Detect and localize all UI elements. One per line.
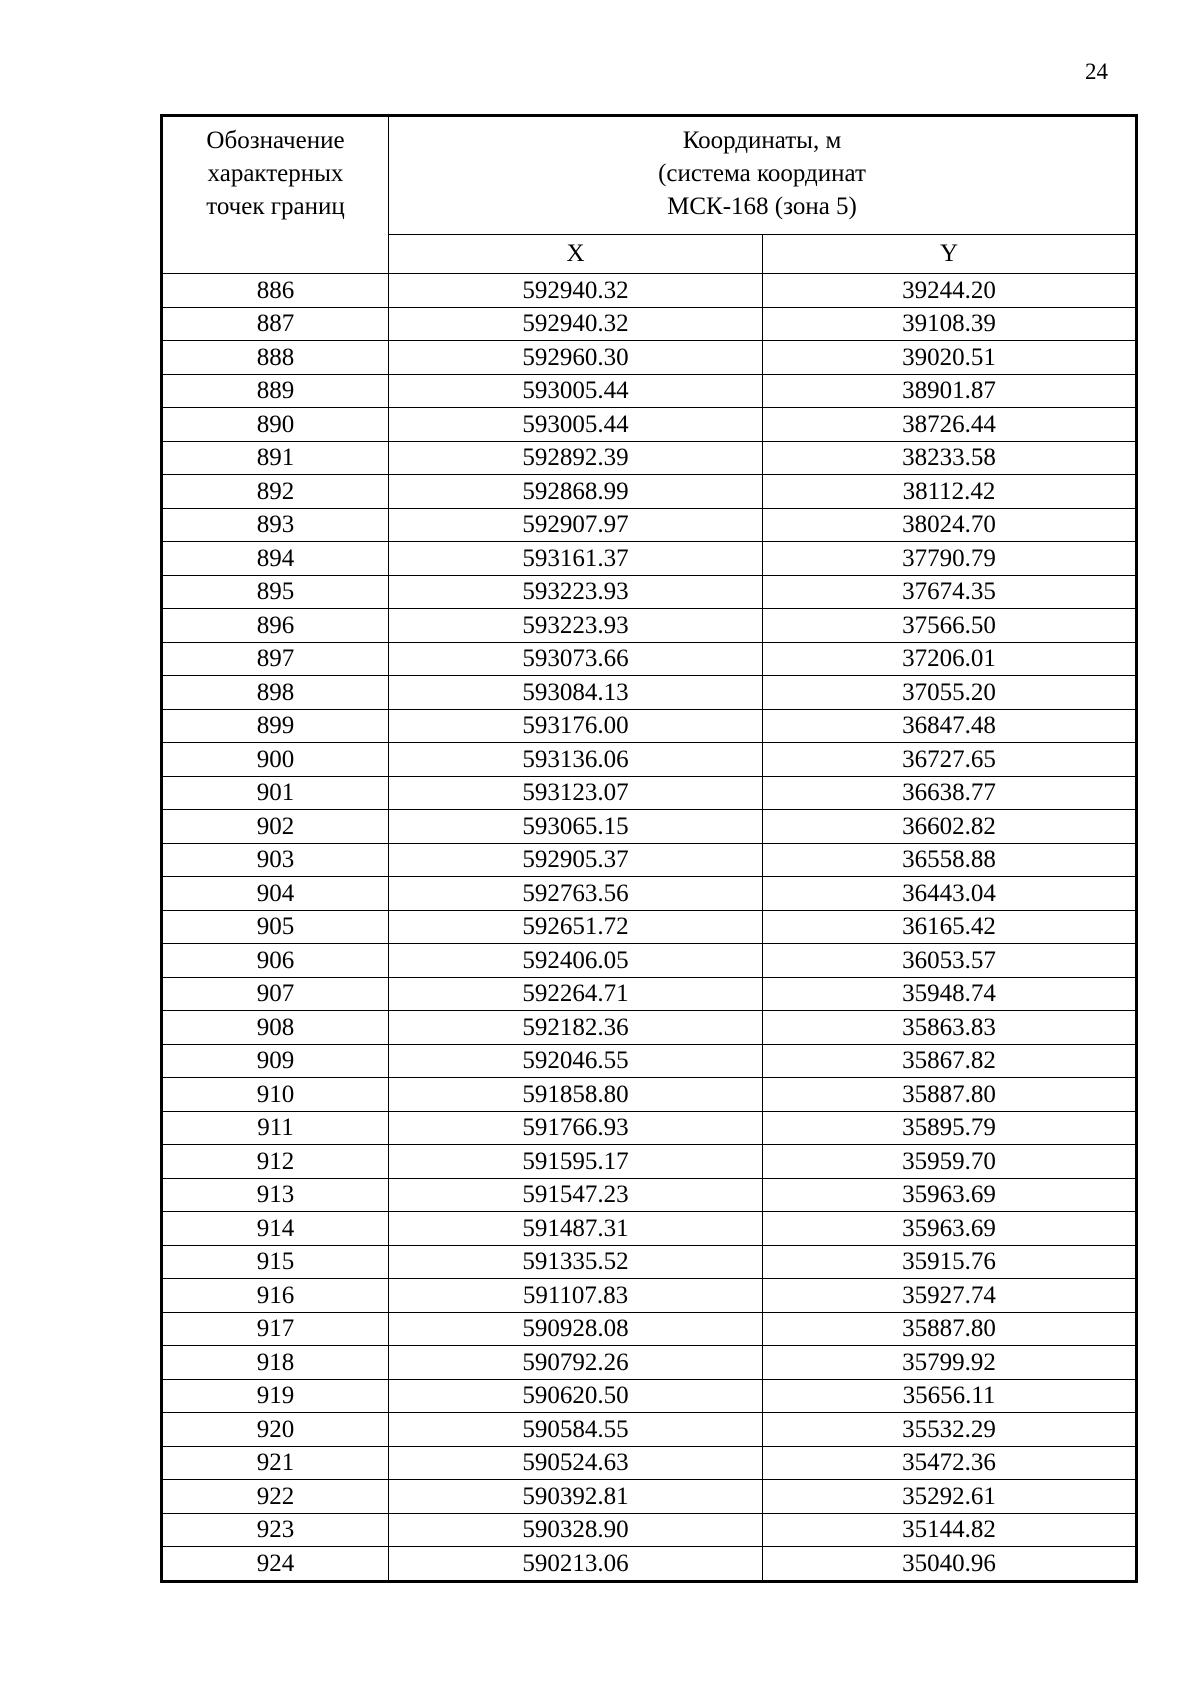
table-row bbox=[162, 274, 1137, 308]
table-row bbox=[162, 609, 1137, 643]
y-coordinate-cell: 38233.58 bbox=[763, 441, 1137, 475]
header-coordinates bbox=[389, 116, 1137, 235]
point-number-cell: 923 bbox=[162, 1513, 389, 1547]
point-number-cell: 888 bbox=[162, 341, 389, 375]
y-coordinate-cell: 35887.80 bbox=[763, 1312, 1137, 1346]
y-coordinate-cell: 38726.44 bbox=[763, 408, 1137, 442]
point-number-cell: 892 bbox=[162, 475, 389, 509]
x-coordinate-cell: 593073.66 bbox=[389, 642, 763, 676]
table-row bbox=[162, 1178, 1137, 1212]
y-coordinate-cell: 37206.01 bbox=[763, 642, 1137, 676]
x-coordinate-cell: 592651.72 bbox=[389, 910, 763, 944]
y-coordinate-cell: 39244.20 bbox=[763, 274, 1137, 308]
header-y: Y bbox=[763, 235, 1137, 274]
point-number-cell: 887 bbox=[162, 307, 389, 341]
x-coordinate-cell: 592182.36 bbox=[389, 1011, 763, 1045]
y-coordinate-cell: 35959.70 bbox=[763, 1145, 1137, 1179]
table-row bbox=[162, 508, 1137, 542]
point-number-cell: 917 bbox=[162, 1312, 389, 1346]
x-coordinate-cell: 592406.05 bbox=[389, 944, 763, 978]
x-coordinate-cell: 592940.32 bbox=[389, 307, 763, 341]
y-coordinate-cell: 35887.80 bbox=[763, 1078, 1137, 1112]
x-coordinate-cell: 593136.06 bbox=[389, 743, 763, 777]
table-row bbox=[162, 1245, 1137, 1279]
table-row bbox=[162, 877, 1137, 911]
coordinates-table bbox=[160, 114, 1138, 1583]
table-row bbox=[162, 575, 1137, 609]
x-coordinate-cell: 590584.55 bbox=[389, 1413, 763, 1447]
y-coordinate-cell: 35292.61 bbox=[763, 1480, 1137, 1514]
table-row bbox=[162, 776, 1137, 810]
y-coordinate-cell: 36602.82 bbox=[763, 810, 1137, 844]
table-row bbox=[162, 944, 1137, 978]
x-coordinate-cell: 591335.52 bbox=[389, 1245, 763, 1279]
x-coordinate-cell: 593065.15 bbox=[389, 810, 763, 844]
header-coordinates-line: (система координат bbox=[658, 160, 866, 187]
point-number-cell: 909 bbox=[162, 1044, 389, 1078]
table-row bbox=[162, 1279, 1137, 1313]
table-row bbox=[162, 1346, 1137, 1380]
point-number-cell: 908 bbox=[162, 1011, 389, 1045]
x-coordinate-cell: 591487.31 bbox=[389, 1212, 763, 1246]
y-coordinate-cell: 35927.74 bbox=[763, 1279, 1137, 1313]
y-coordinate-cell: 35915.76 bbox=[763, 1245, 1137, 1279]
y-coordinate-cell: 35948.74 bbox=[763, 977, 1137, 1011]
table-row bbox=[162, 642, 1137, 676]
point-number-cell: 906 bbox=[162, 944, 389, 978]
x-coordinate-cell: 592940.32 bbox=[389, 274, 763, 308]
point-number-cell: 886 bbox=[162, 274, 389, 308]
x-coordinate-cell: 592046.55 bbox=[389, 1044, 763, 1078]
point-number-cell: 898 bbox=[162, 676, 389, 710]
y-coordinate-cell: 39108.39 bbox=[763, 307, 1137, 341]
y-coordinate-cell: 38112.42 bbox=[763, 475, 1137, 509]
point-number-cell: 919 bbox=[162, 1379, 389, 1413]
table-body bbox=[162, 274, 1137, 1582]
x-coordinate-cell: 592905.37 bbox=[389, 843, 763, 877]
table-row bbox=[162, 743, 1137, 777]
y-coordinate-cell: 37674.35 bbox=[763, 575, 1137, 609]
table-row bbox=[162, 1379, 1137, 1413]
x-coordinate-cell: 593161.37 bbox=[389, 542, 763, 576]
y-coordinate-cell: 35040.96 bbox=[763, 1547, 1137, 1582]
y-coordinate-cell: 35799.92 bbox=[763, 1346, 1137, 1380]
table-row bbox=[162, 1111, 1137, 1145]
x-coordinate-cell: 593005.44 bbox=[389, 374, 763, 408]
y-coordinate-cell: 38024.70 bbox=[763, 508, 1137, 542]
table-row bbox=[162, 1513, 1137, 1547]
y-coordinate-cell: 36727.65 bbox=[763, 743, 1137, 777]
table-row bbox=[162, 977, 1137, 1011]
table-row bbox=[162, 843, 1137, 877]
table-row bbox=[162, 441, 1137, 475]
header-designation-line: Обозначение bbox=[206, 127, 345, 154]
y-coordinate-cell: 36053.57 bbox=[763, 944, 1137, 978]
x-coordinate-cell: 593223.93 bbox=[389, 609, 763, 643]
table-row bbox=[162, 1312, 1137, 1346]
page-number: 24 bbox=[1085, 59, 1108, 84]
x-coordinate-cell: 590792.26 bbox=[389, 1346, 763, 1380]
y-coordinate-cell: 36165.42 bbox=[763, 910, 1137, 944]
x-coordinate-cell: 592960.30 bbox=[389, 341, 763, 375]
table-row bbox=[162, 374, 1137, 408]
table-row bbox=[162, 910, 1137, 944]
y-coordinate-cell: 36443.04 bbox=[763, 877, 1137, 911]
point-number-cell: 922 bbox=[162, 1480, 389, 1514]
point-number-cell: 904 bbox=[162, 877, 389, 911]
point-number-cell: 890 bbox=[162, 408, 389, 442]
point-number-cell: 918 bbox=[162, 1346, 389, 1380]
point-number-cell: 913 bbox=[162, 1178, 389, 1212]
point-number-cell: 905 bbox=[162, 910, 389, 944]
point-number-cell: 910 bbox=[162, 1078, 389, 1112]
point-number-cell: 920 bbox=[162, 1413, 389, 1447]
table-row bbox=[162, 542, 1137, 576]
x-coordinate-cell: 590328.90 bbox=[389, 1513, 763, 1547]
point-number-cell: 903 bbox=[162, 843, 389, 877]
y-coordinate-cell: 37055.20 bbox=[763, 676, 1137, 710]
y-coordinate-cell: 35867.82 bbox=[763, 1044, 1137, 1078]
x-coordinate-cell: 592264.71 bbox=[389, 977, 763, 1011]
y-coordinate-cell: 36847.48 bbox=[763, 709, 1137, 743]
y-coordinate-cell: 37566.50 bbox=[763, 609, 1137, 643]
x-coordinate-cell: 590928.08 bbox=[389, 1312, 763, 1346]
table-row bbox=[162, 1078, 1137, 1112]
y-coordinate-cell: 35144.82 bbox=[763, 1513, 1137, 1547]
y-coordinate-cell: 35963.69 bbox=[763, 1212, 1137, 1246]
point-number-cell: 901 bbox=[162, 776, 389, 810]
point-number-cell: 916 bbox=[162, 1279, 389, 1313]
table-row bbox=[162, 341, 1137, 375]
x-coordinate-cell: 593223.93 bbox=[389, 575, 763, 609]
table-row bbox=[162, 1212, 1137, 1246]
table-header bbox=[162, 116, 1137, 274]
table-row bbox=[162, 709, 1137, 743]
y-coordinate-cell: 35532.29 bbox=[763, 1413, 1137, 1447]
point-number-cell: 907 bbox=[162, 977, 389, 1011]
table-row bbox=[162, 810, 1137, 844]
x-coordinate-cell: 590524.63 bbox=[389, 1446, 763, 1480]
point-number-cell: 894 bbox=[162, 542, 389, 576]
x-coordinate-cell: 590392.81 bbox=[389, 1480, 763, 1514]
y-coordinate-cell: 35863.83 bbox=[763, 1011, 1137, 1045]
table-row bbox=[162, 1480, 1137, 1514]
header-x: X bbox=[389, 235, 763, 274]
x-coordinate-cell: 591547.23 bbox=[389, 1178, 763, 1212]
header-designation-line: характерных bbox=[207, 160, 344, 187]
x-coordinate-cell: 592907.97 bbox=[389, 508, 763, 542]
x-coordinate-cell: 590620.50 bbox=[389, 1379, 763, 1413]
table-row bbox=[162, 676, 1137, 710]
x-coordinate-cell: 592763.56 bbox=[389, 877, 763, 911]
header-coordinates-line: МСК-168 (зона 5) bbox=[667, 193, 857, 220]
table-row bbox=[162, 1413, 1137, 1447]
x-coordinate-cell: 593176.00 bbox=[389, 709, 763, 743]
x-coordinate-cell: 591107.83 bbox=[389, 1279, 763, 1313]
y-coordinate-cell: 36558.88 bbox=[763, 843, 1137, 877]
point-number-cell: 896 bbox=[162, 609, 389, 643]
table-row bbox=[162, 475, 1137, 509]
point-number-cell: 891 bbox=[162, 441, 389, 475]
header-coordinates-line: Координаты, м bbox=[682, 127, 842, 154]
header-designation-line: точек границ bbox=[206, 193, 345, 220]
x-coordinate-cell: 591766.93 bbox=[389, 1111, 763, 1145]
y-coordinate-cell: 39020.51 bbox=[763, 341, 1137, 375]
y-coordinate-cell: 35472.36 bbox=[763, 1446, 1137, 1480]
x-coordinate-cell: 591595.17 bbox=[389, 1145, 763, 1179]
point-number-cell: 924 bbox=[162, 1547, 389, 1582]
x-coordinate-cell: 592868.99 bbox=[389, 475, 763, 509]
point-number-cell: 889 bbox=[162, 374, 389, 408]
x-coordinate-cell: 590213.06 bbox=[389, 1547, 763, 1582]
y-coordinate-cell: 38901.87 bbox=[763, 374, 1137, 408]
x-coordinate-cell: 593005.44 bbox=[389, 408, 763, 442]
point-number-cell: 914 bbox=[162, 1212, 389, 1246]
table-row bbox=[162, 1145, 1137, 1179]
point-number-cell: 915 bbox=[162, 1245, 389, 1279]
point-number-cell: 900 bbox=[162, 743, 389, 777]
y-coordinate-cell: 35656.11 bbox=[763, 1379, 1137, 1413]
point-number-cell: 902 bbox=[162, 810, 389, 844]
point-number-cell: 897 bbox=[162, 642, 389, 676]
table-row bbox=[162, 1011, 1137, 1045]
x-coordinate-cell: 593123.07 bbox=[389, 776, 763, 810]
point-number-cell: 895 bbox=[162, 575, 389, 609]
header-designation bbox=[162, 116, 389, 274]
y-coordinate-cell: 35895.79 bbox=[763, 1111, 1137, 1145]
table-row bbox=[162, 408, 1137, 442]
table-row bbox=[162, 1044, 1137, 1078]
point-number-cell: 912 bbox=[162, 1145, 389, 1179]
table-row bbox=[162, 307, 1137, 341]
point-number-cell: 893 bbox=[162, 508, 389, 542]
y-coordinate-cell: 35963.69 bbox=[763, 1178, 1137, 1212]
table-row bbox=[162, 1547, 1137, 1582]
x-coordinate-cell: 593084.13 bbox=[389, 676, 763, 710]
y-coordinate-cell: 36638.77 bbox=[763, 776, 1137, 810]
table-row bbox=[162, 1446, 1137, 1480]
y-coordinate-cell: 37790.79 bbox=[763, 542, 1137, 576]
point-number-cell: 899 bbox=[162, 709, 389, 743]
point-number-cell: 911 bbox=[162, 1111, 389, 1145]
x-coordinate-cell: 592892.39 bbox=[389, 441, 763, 475]
point-number-cell: 921 bbox=[162, 1446, 389, 1480]
x-coordinate-cell: 591858.80 bbox=[389, 1078, 763, 1112]
